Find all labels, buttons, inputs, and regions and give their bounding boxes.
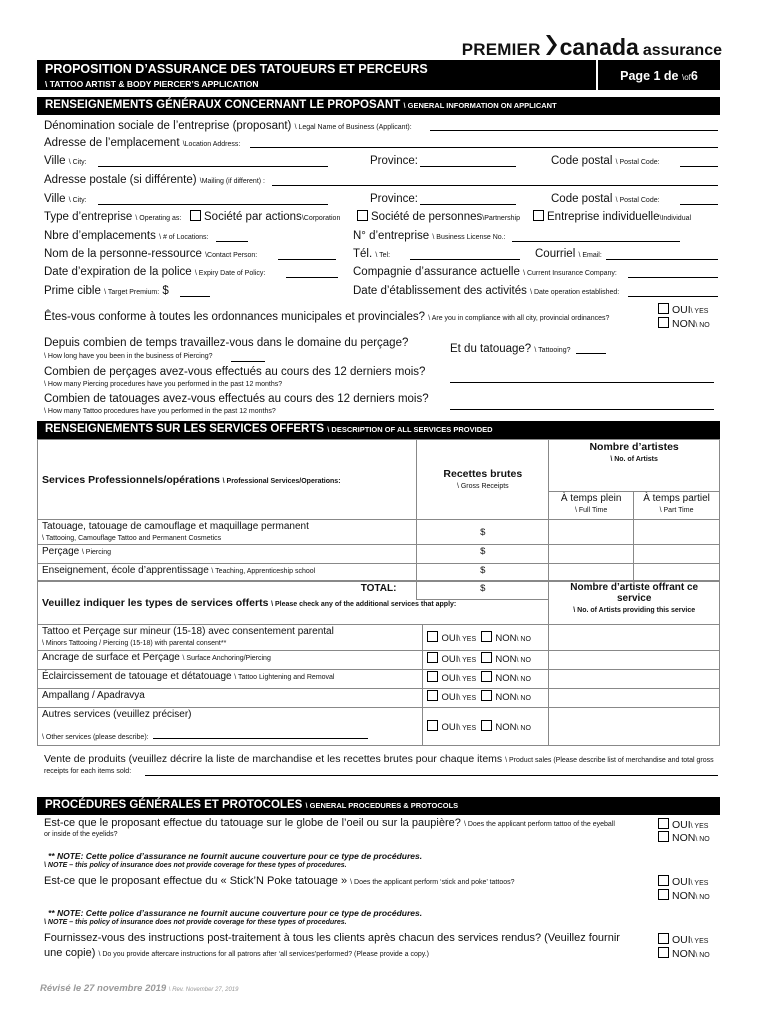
services-section-header: RENSEIGNEMENTS SUR LES SERVICES OFFERTS \ DESCRIPTION OF ALL SERVICES PROVIDED: [37, 421, 720, 439]
procedures-section-header: PROCÉDURES GÉNÉRALES ET PROTOCOLES \ GENERAL PROCEDURES & PROTOCOLS: [37, 797, 720, 815]
contact-field[interactable]: [278, 259, 336, 260]
no-checkbox[interactable]: [481, 671, 492, 682]
yes-no-choice[interactable]: OUI\ YES NON\ NO: [423, 689, 549, 708]
city2-label: Ville \ City:: [44, 193, 87, 205]
artists-count-input[interactable]: [549, 689, 720, 708]
eyeball-question: Est-ce que le proposant effectue du tatouage sur le globe de l’oeil ou sur la paupière? \ Does the applicant perform tattoo of the eyeball: [44, 817, 615, 829]
additional-header: Veuillez indiquer les types de services offerts \ Please check any of the additional services that apply:: [38, 581, 549, 625]
eyeball-yes-checkbox[interactable]: [658, 818, 669, 829]
premium-label: Prime cible \ Target Premium: $: [44, 285, 169, 297]
artists-count-input[interactable]: [549, 625, 720, 651]
years-piercing-question: Depuis combien de temps travaillez-vous dans le domaine du perçage?: [44, 337, 409, 349]
general-section-en: \ GENERAL INFORMATION ON APPLICANT: [403, 101, 557, 110]
artists-count-input[interactable]: [549, 708, 720, 746]
receipts-input[interactable]: $: [417, 545, 549, 564]
location-label: Adresse de l’emplacement \Location Address:: [44, 137, 241, 149]
postal-field[interactable]: [680, 166, 718, 167]
other-services-field[interactable]: [153, 738, 368, 739]
expiry-field[interactable]: [286, 277, 338, 278]
additional-services-table: [37, 580, 720, 746]
col-service-header: Services Professionnels/opérations \ Professional Services/Operations:: [38, 440, 417, 520]
city-field[interactable]: [98, 166, 328, 167]
num-locations-label: Nbre d’emplacements \ # of Locations:: [44, 230, 209, 242]
coverage-note-1: ** NOTE: Cette police d’assurance ne fournit aucune couverture pour ce type de procédures.: [48, 851, 423, 861]
no-checkbox[interactable]: [481, 720, 492, 731]
opt-individual[interactable]: Entreprise individuelle\Individual: [533, 210, 691, 223]
page-label: Page 1 de: [620, 69, 679, 83]
general-section-header: [37, 97, 720, 115]
years-tattoo-field[interactable]: [576, 353, 606, 354]
yes-no-choice[interactable]: OUI\ YES NON\ NO: [423, 670, 549, 689]
stick-poke-yes-checkbox[interactable]: [658, 875, 669, 886]
coverage-note-2-en: \ NOTE – this policy of insurance does not provide coverage for these types of procedures.: [44, 919, 347, 926]
parttime-input[interactable]: [634, 564, 720, 582]
expiry-label: Date d’expiration de la police \ Expiry Date of Policy:: [44, 266, 266, 278]
individual-checkbox[interactable]: [533, 210, 544, 221]
tattoos-12m-field[interactable]: [450, 409, 714, 410]
mailing-field[interactable]: [272, 185, 718, 186]
email-label: Courriel \ Email:: [535, 248, 602, 260]
yes-checkbox[interactable]: [427, 671, 438, 682]
location-field[interactable]: [250, 147, 718, 148]
product-sales-label: Vente de produits (veuillez décrire la liste de marchandise et les recettes brutes pour chaque items \ Product sales (Please describe list of merchandise and total gross: [44, 753, 714, 765]
province-field[interactable]: [420, 166, 516, 167]
partnership-checkbox[interactable]: [357, 210, 368, 221]
piercings-12m-en: \ How many Piercing procedures have you performed in the past 12 months?: [44, 381, 283, 388]
yes-no-choice[interactable]: OUI\ YES NON\ NO: [423, 651, 549, 670]
no-checkbox[interactable]: [481, 690, 492, 701]
table-row: Tattoo et Perçage sur mineur (15-18) avec consentement parental \ Minors Tattooing / Piercing (15-18) with parental consent** OUI\ YES NON\ NO: [38, 625, 720, 651]
additional-artists-header: Nombre d’artiste offrant ce service \ No. of Artists providing this service: [549, 581, 720, 625]
table-row: Ancrage de surface et Perçage \ Surface Anchoring/Piercing OUI\ YES NON\ NO: [38, 651, 720, 670]
product-sales-field[interactable]: [145, 775, 718, 776]
province2-field[interactable]: [420, 204, 516, 205]
table-row: Éclaircissement de tatouage et détatouage \ Tattoo Lightening and Removal OUI\ YES NON\ NO: [38, 670, 720, 689]
eyeball-no[interactable]: NON\ NO: [658, 831, 710, 846]
compliance-no-checkbox[interactable]: [658, 317, 669, 328]
years-tattoo-question: Et du tatouage? \ Tattooing?: [450, 343, 571, 355]
compliance-yes[interactable]: OUI\ YES: [658, 303, 708, 318]
coverage-note-1-en: \ NOTE – this policy of insurance does not provide coverage for these types of procedures.: [44, 862, 347, 869]
city2-field[interactable]: [98, 204, 328, 205]
tel-label: Tél. \ Tel:: [353, 248, 391, 260]
mailing-label: Adresse postale (si différente) \Mailing (if different) :: [44, 174, 265, 186]
stick-poke-no-checkbox[interactable]: [658, 889, 669, 900]
fulltime-input[interactable]: [549, 564, 634, 582]
aftercare-yes[interactable]: OUI\ YES: [658, 933, 708, 948]
city-label: Ville \ City:: [44, 155, 87, 167]
logo-swoosh-icon: [544, 35, 557, 55]
fulltime-input[interactable]: [549, 545, 634, 564]
table-row: Autres services (veuillez préciser) \ Other services (please describe): OUI\ YES NON\ NO: [38, 708, 720, 746]
num-locations-field[interactable]: [216, 241, 248, 242]
aftercare-yes-checkbox[interactable]: [658, 933, 669, 944]
license-field[interactable]: [512, 241, 680, 242]
years-piercing-en: \ How long have you been in the business of Piercing?: [44, 353, 213, 360]
contact-label: Nom de la personne-ressource \Contact Person:: [44, 248, 258, 260]
stick-poke-no[interactable]: NON\ NO: [658, 889, 710, 904]
yes-checkbox[interactable]: [427, 720, 438, 731]
col-fulltime-header: À temps plein \ Full Time: [549, 492, 634, 520]
established-field[interactable]: [628, 296, 718, 297]
piercings-12m-question: Combien de perçages avez-vous effectués au cours des 12 derniers mois?: [44, 366, 426, 378]
col-parttime-header: À temps partiel \ Part Time: [634, 492, 720, 520]
legal-name-field[interactable]: [430, 130, 718, 131]
insurer-label: Compagnie d’assurance actuelle \ Current Insurance Company:: [353, 266, 617, 278]
total-input[interactable]: $: [417, 582, 549, 600]
table-row: Tatouage, tatouage de camouflage et maquillage permanent \ Tattooing, Camouflage Tattoo and Permanent Cosmetics $: [38, 520, 720, 545]
postal-label: Code postal \ Postal Code:: [551, 155, 660, 167]
province2-label: Province:: [370, 193, 418, 205]
table-row: Perçage \ Piercing $: [38, 545, 720, 564]
yes-checkbox[interactable]: [427, 652, 438, 663]
premium-field[interactable]: [180, 296, 210, 297]
no-checkbox[interactable]: [481, 631, 492, 642]
postal2-field[interactable]: [680, 204, 718, 205]
eyeball-question-en2: or inside of the eyelids?: [44, 831, 118, 838]
eyeball-yes[interactable]: OUI\ YES: [658, 818, 708, 833]
company-logo: [462, 34, 722, 60]
opt-partnership[interactable]: Société de personnes\Partnership: [357, 210, 520, 223]
logo-assurance: assurance: [642, 42, 722, 59]
established-label: Date d’établissement des activités \ Date operation established:: [353, 285, 620, 297]
stick-poke-question: Est-ce que le proposant effectue du « Stick’N Poke tatouage » \ Does the applicant perform ‘stick and poke’ tattoos?: [44, 875, 515, 887]
aftercare-question-2: une copie) \ Do you provide aftercare instructions for all patrons after ‘all services’performed? (Please provide a copy.): [44, 947, 430, 959]
yes-checkbox[interactable]: [427, 631, 438, 642]
corporation-checkbox[interactable]: [190, 210, 201, 221]
parttime-input[interactable]: [634, 545, 720, 564]
parttime-input[interactable]: [634, 520, 720, 545]
yes-checkbox[interactable]: [427, 690, 438, 701]
op-type-label: Type d’entreprise \ Operating as:: [44, 211, 182, 223]
opt-corporation[interactable]: Société par actions\Corporation: [190, 210, 340, 223]
col-receipts-header: Recettes brutes \ Gross Receipts: [417, 440, 549, 520]
page-total: 6: [690, 69, 698, 83]
revision-footer: Révisé le 27 novembre 2019 \ Rev. November 27, 2019: [40, 983, 239, 994]
no-checkbox[interactable]: [481, 652, 492, 663]
tel-field[interactable]: [410, 259, 520, 260]
page-of: \of: [682, 73, 691, 82]
eyeball-no-checkbox[interactable]: [658, 831, 669, 842]
col-artists-header: Nombre d’artistes \ No. of Artists: [549, 440, 720, 492]
postal2-label: Code postal \ Postal Code:: [551, 193, 660, 205]
artists-count-input[interactable]: [549, 651, 720, 670]
form-title-en: \ TATTOO ARTIST & BODY PIERCER’S APPLICATION: [45, 79, 259, 89]
years-piercing-field[interactable]: [231, 361, 265, 362]
table-row: Ampallang / Apadravya OUI\ YES NON\ NO: [38, 689, 720, 708]
services-table: [37, 439, 720, 600]
tattoos-12m-en: \ How many Tattoo procedures have you performed in the past 12 months?: [44, 408, 276, 415]
fulltime-input[interactable]: [549, 520, 634, 545]
table-row: Enseignement, école d’apprentissage \ Teaching, Apprenticeship school $: [38, 564, 720, 582]
aftercare-no[interactable]: NON\ NO: [658, 947, 710, 962]
province-label: Province:: [370, 155, 418, 167]
license-label: N° d’entreprise \ Business License No.:: [353, 230, 506, 242]
coverage-note-2: ** NOTE: Cette police d’assurance ne fournit aucune couverture pour ce type de procédures.: [48, 908, 423, 918]
yes-no-choice[interactable]: OUI\ YES NON\ NO: [423, 625, 549, 651]
receipts-input[interactable]: $: [417, 564, 549, 582]
piercings-12m-field[interactable]: [450, 382, 714, 383]
email-field[interactable]: [606, 259, 718, 260]
tattoos-12m-question: Combien de tatouages avez-vous effectués au cours des 12 derniers mois?: [44, 393, 429, 405]
compliance-no[interactable]: NON\ NO: [658, 317, 710, 332]
yes-no-choice[interactable]: OUI\ YES NON\ NO: [423, 708, 549, 746]
logo-canada: canada: [559, 34, 639, 60]
product-sales-en2: receipts for each items sold:: [44, 768, 132, 775]
aftercare-no-checkbox[interactable]: [658, 947, 669, 958]
general-section-fr: RENSEIGNEMENTS GÉNÉRAUX CONCERNANT LE PROPOSANT: [45, 99, 401, 111]
legal-name-label: Dénomination sociale de l’entreprise (proposant) \ Legal Name of Business (Applicant):: [44, 120, 412, 132]
aftercare-question: Fournissez-vous des instructions post-traitement à tous les clients après chacun des services rendus? (Veuillez fournir: [44, 932, 620, 944]
stick-poke-yes[interactable]: OUI\ YES: [658, 875, 708, 890]
logo-premier: PREMIER: [461, 40, 541, 59]
insurer-field[interactable]: [628, 277, 718, 278]
receipts-input[interactable]: $: [417, 520, 549, 545]
compliance-question: Êtes-vous conforme à toutes les ordonnances municipales et provinciales? \ Are you in compliance with all city, provincial ordinances?: [44, 311, 610, 323]
artists-count-input[interactable]: [549, 670, 720, 689]
form-title-fr: PROPOSITION D’ASSURANCE DES TATOUEURS ET PERCEURS: [45, 62, 428, 76]
total-label: TOTAL:: [360, 583, 397, 594]
page-indicator: [596, 60, 720, 90]
compliance-yes-checkbox[interactable]: [658, 303, 669, 314]
